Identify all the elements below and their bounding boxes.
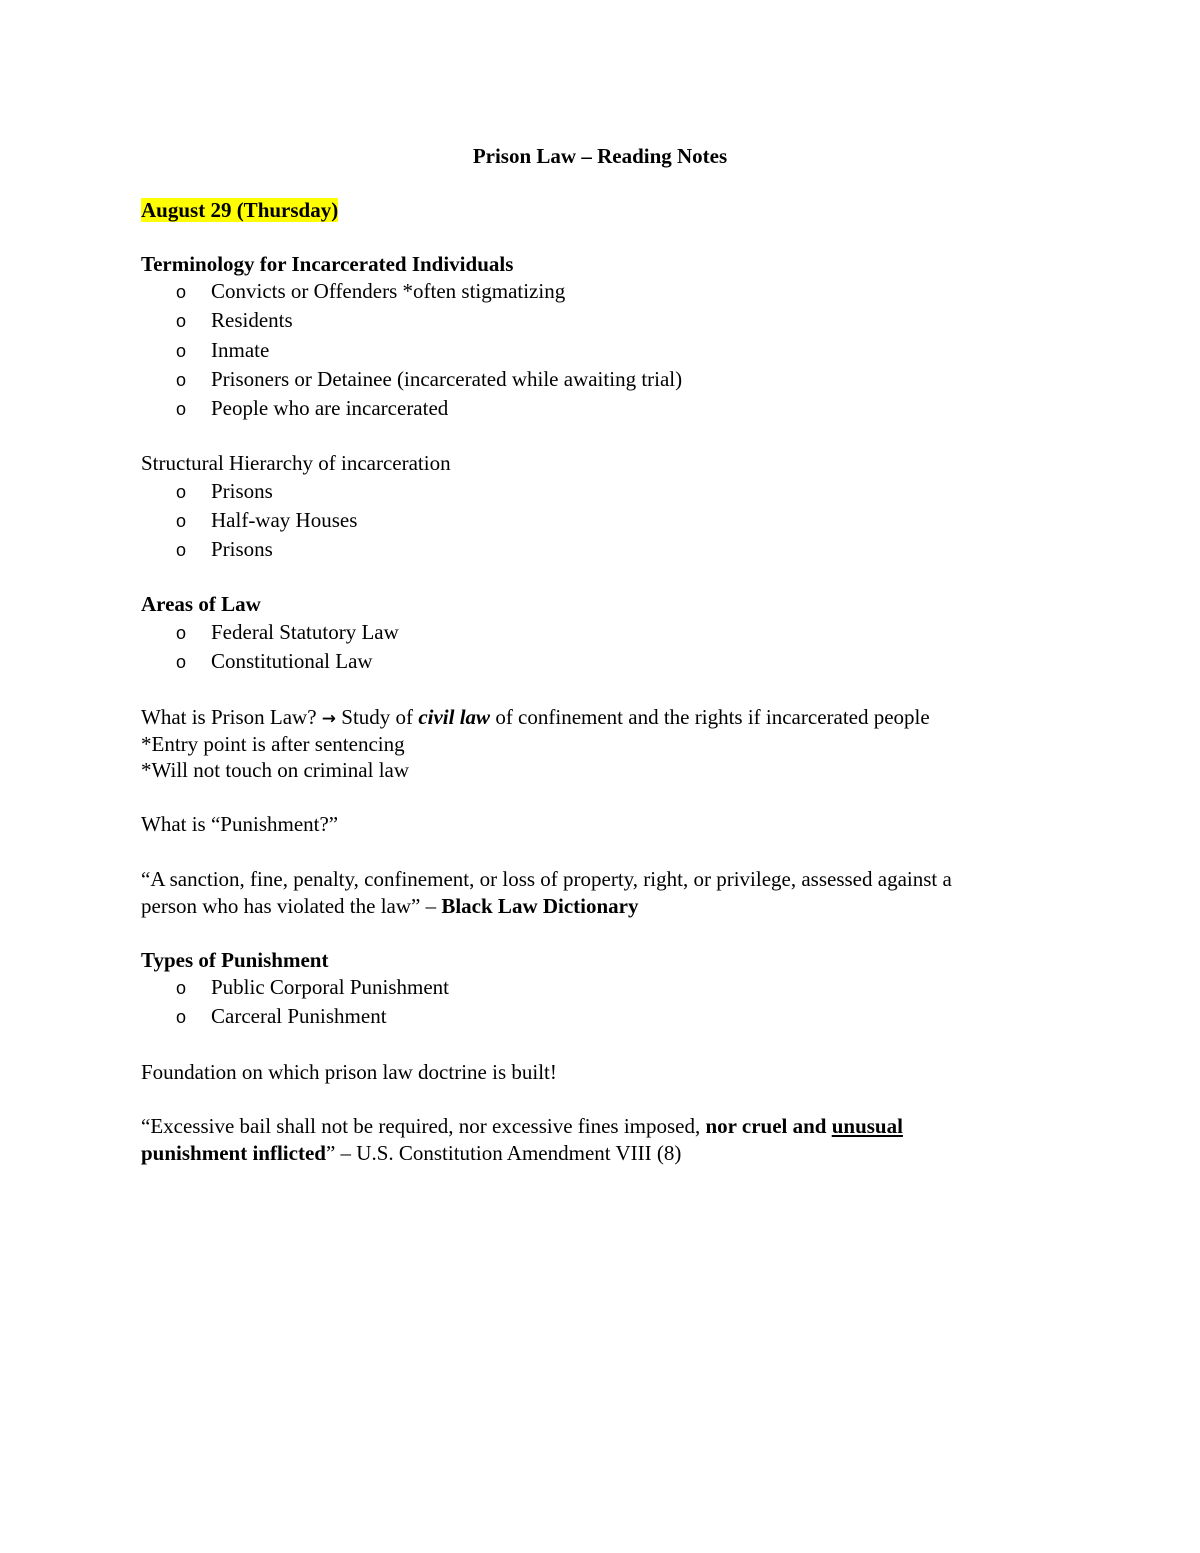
list-item-text: Public Corporal Punishment	[211, 975, 449, 999]
right-arrow-icon: →	[321, 709, 337, 729]
bullet-icon: o	[176, 482, 187, 502]
amendment-quote-line-1	[141, 1113, 903, 1139]
list-item	[176, 648, 373, 675]
list-item-text: People who are incarcerated	[211, 396, 449, 420]
bullet-icon: o	[176, 341, 187, 361]
punishment-quote-text: person who has violated the law” –	[141, 894, 442, 918]
list-item-text: Half-way Houses	[211, 508, 358, 532]
amendment-bold-text: nor cruel and	[705, 1114, 832, 1138]
list-item	[176, 478, 273, 505]
list-item	[176, 1003, 387, 1030]
list-item	[176, 307, 293, 334]
amendment-text: “Excessive bail shall not be required, nor excessive fines imposed,	[141, 1114, 706, 1138]
list-item	[176, 366, 682, 393]
bullet-icon: o	[176, 652, 187, 672]
list-item-text: Prisons	[211, 537, 273, 561]
bullet-icon: o	[176, 311, 187, 331]
bullet-icon: o	[176, 399, 187, 419]
bullet-icon: o	[176, 623, 187, 643]
hierarchy-heading: Structural Hierarchy of incarceration	[141, 451, 451, 475]
civil-law-emphasis: civil law	[418, 705, 491, 729]
areas-heading: Areas of Law	[141, 592, 261, 616]
list-item-text: Federal Statutory Law	[211, 620, 399, 644]
list-item-text: Convicts or Offenders *often stigmatizing	[211, 279, 566, 303]
prison-law-definition	[141, 704, 930, 732]
list-item	[176, 507, 357, 534]
punishment-question: What is “Punishment?”	[141, 812, 339, 836]
amendment-underlined-text: unusual	[831, 1114, 903, 1138]
list-item-text: Constitutional Law	[211, 649, 373, 673]
foundation-statement: Foundation on which prison law doctrine is built!	[141, 1060, 557, 1084]
list-item-text: Prisons	[211, 479, 273, 503]
list-item	[176, 536, 273, 563]
punishment-quote-line-2	[141, 893, 639, 919]
bullet-icon: o	[176, 282, 187, 302]
terminology-heading: Terminology for Incarcerated Individuals	[141, 252, 514, 276]
list-item-text: Prisoners or Detainee (incarcerated while awaiting trial)	[211, 367, 683, 391]
list-item	[176, 278, 565, 305]
list-item-text: Residents	[211, 308, 293, 332]
page-title: Prison Law – Reading Notes	[472, 144, 728, 168]
prison-law-question: What is Prison Law?	[141, 705, 317, 729]
bullet-icon: o	[176, 370, 187, 390]
prison-law-answer-post: of confinement and the rights if incarcerated people	[490, 705, 930, 729]
list-item	[176, 395, 448, 422]
date-heading	[141, 197, 338, 223]
prison-law-note-1: *Entry point is after sentencing	[141, 732, 405, 756]
bullet-icon: o	[176, 540, 187, 560]
quote-source: Black Law Dictionary	[441, 894, 639, 918]
list-item	[176, 619, 399, 646]
date-heading-text: August 29 (Thursday)	[141, 198, 339, 222]
bullet-icon: o	[176, 978, 187, 998]
types-heading: Types of Punishment	[141, 948, 329, 972]
list-item-text: Inmate	[211, 338, 270, 362]
list-item-text: Carceral Punishment	[211, 1004, 387, 1028]
amendment-bold-text: punishment inflicted	[141, 1141, 326, 1165]
punishment-quote-line-1: “A sanction, fine, penalty, confinement, or loss of property, right, or privilege, assessed against a	[141, 867, 952, 891]
amendment-citation: ” – U.S. Constitution Amendment VIII (8)	[325, 1141, 682, 1165]
bullet-icon: o	[176, 511, 187, 531]
prison-law-answer-pre: Study of	[336, 705, 419, 729]
bullet-icon: o	[176, 1007, 187, 1027]
list-item	[176, 974, 449, 1001]
amendment-quote-line-2	[141, 1140, 681, 1166]
prison-law-note-2: *Will not touch on criminal law	[141, 758, 410, 782]
list-item	[176, 337, 269, 364]
